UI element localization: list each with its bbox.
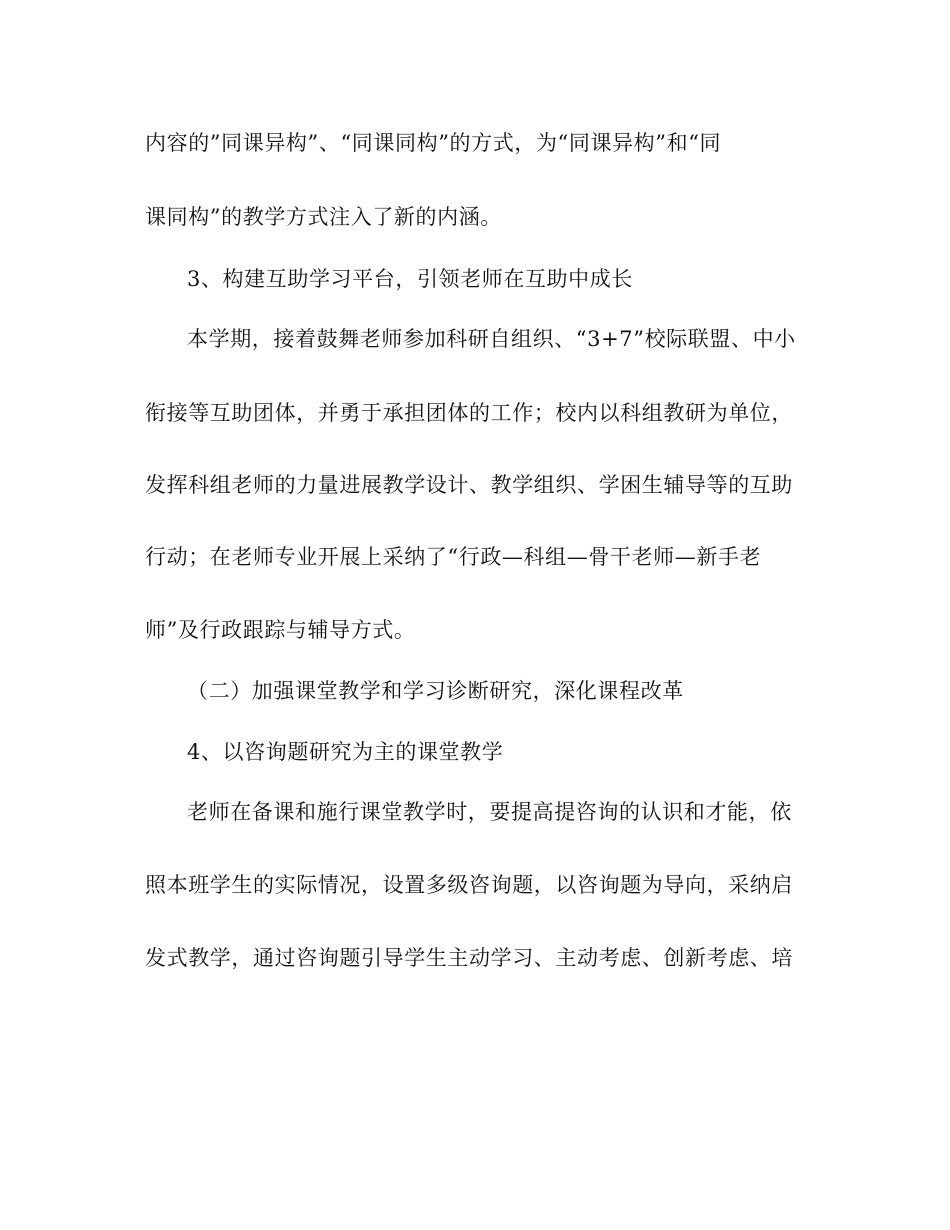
paragraph-line: 衔接等互助团体，并勇于承担团体的工作；校内以科组教研为单位， <box>145 401 793 425</box>
paragraph-line: 发挥科组老师的力量进展教学设计、教学组织、学困生辅导等的互助 <box>145 473 793 497</box>
paragraph-line: 课同构”的教学方式注入了新的内涵。 <box>145 205 502 229</box>
section-heading: （二）加强课堂教学和学习诊断研究，深化课程改革 <box>187 679 684 703</box>
paragraph-line: 行动；在老师专业开展上采纳了“行政—科组—骨干老师—新手老 <box>145 545 762 569</box>
paragraph-line: 照本班学生的实际情况，设置多级咨询题，以咨询题为导向，采纳启 <box>145 873 793 897</box>
paragraph-line: 老师在备课和施行课堂教学时，要提高提咨询的认识和才能，依 <box>187 800 792 824</box>
section-heading: 3、构建互助学习平台，引领老师在互助中成长 <box>187 267 633 291</box>
paragraph-line: 内容的”同课异构”、“同课同构”的方式，为“同课异构”和“同 <box>145 131 722 155</box>
section-heading: 4、以咨询题研究为主的课堂教学 <box>187 740 504 764</box>
paragraph-line: 师”及行政跟踪与辅导方式。 <box>145 618 416 642</box>
paragraph-line: 发式教学，通过咨询题引导学生主动学习、主动考虑、创新考虑、培 <box>145 946 793 970</box>
paragraph-line: 本学期，接着鼓舞老师参加科研自组织、“3+7”校际联盟、中小 <box>187 327 796 351</box>
